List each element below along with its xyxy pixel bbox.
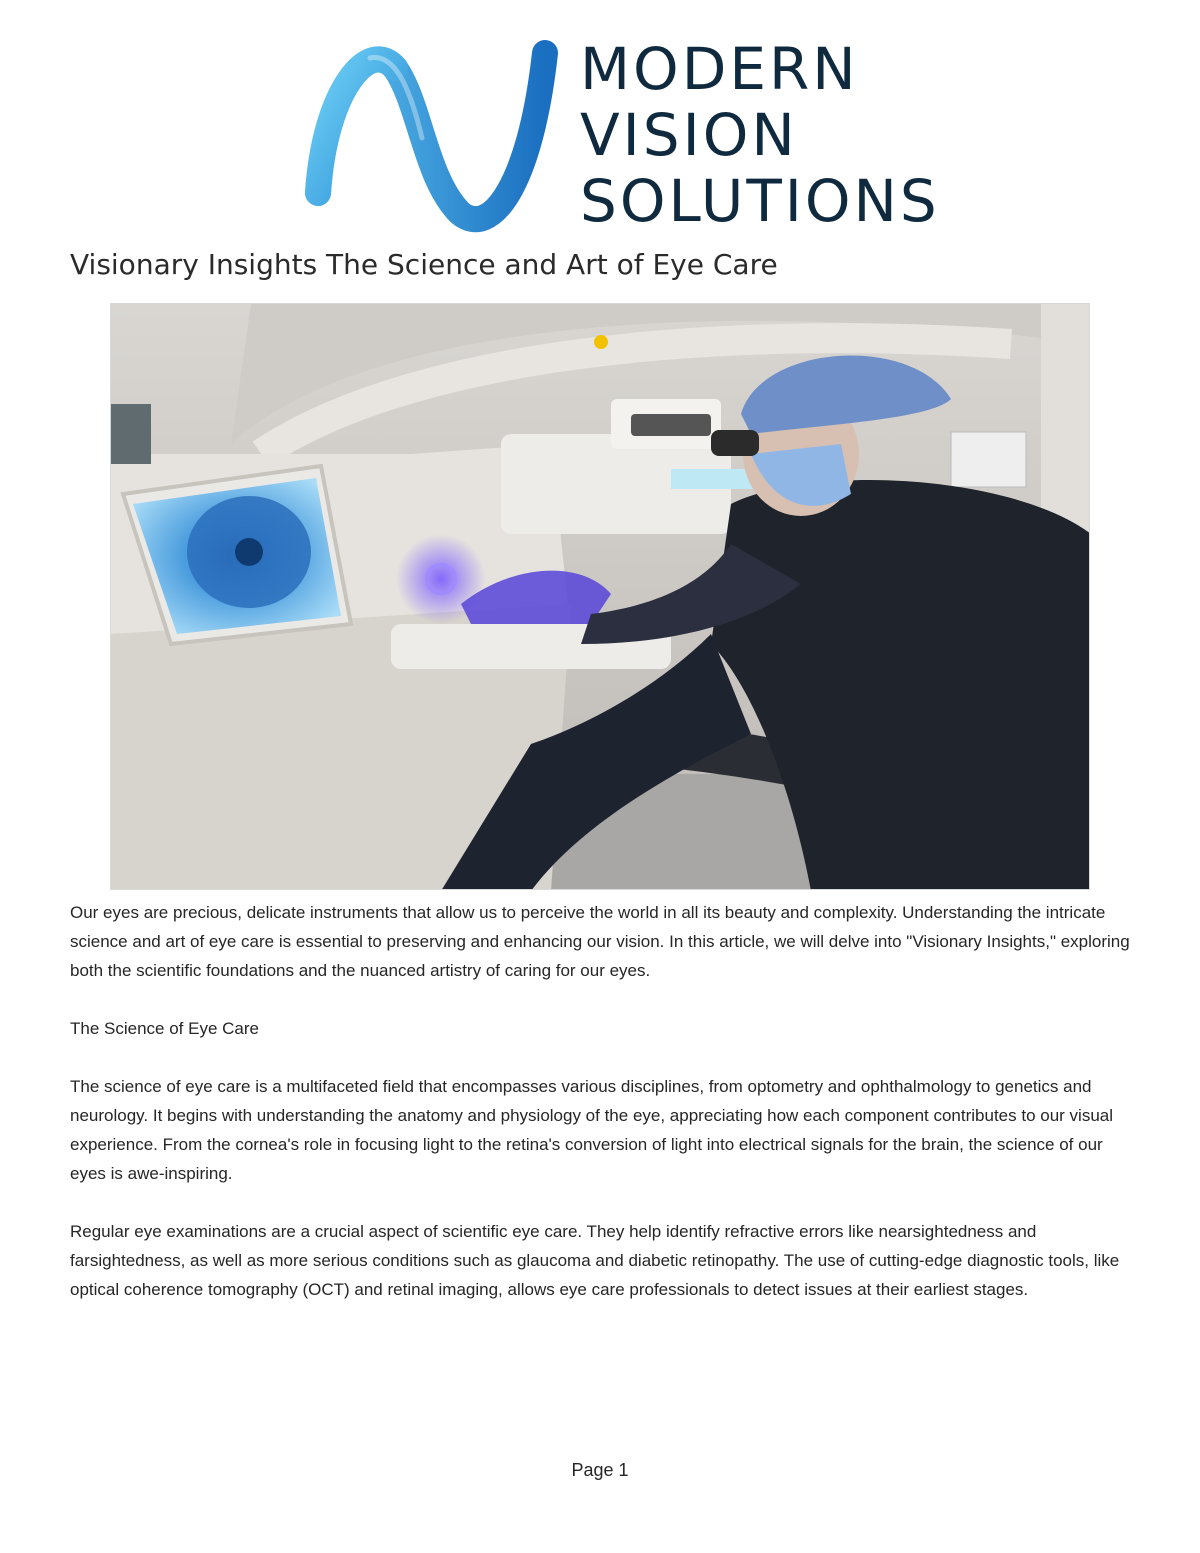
section-heading-science: The Science of Eye Care [70, 1019, 259, 1038]
logo-line-vision: VISION [580, 101, 798, 169]
page-number: Page 1 [571, 1460, 629, 1480]
logo-wave-icon [300, 28, 570, 240]
examinations-paragraph: Regular eye examinations are a crucial aspect of scientific eye care. They help identify refractive errors like nearsightedness and farsightedness, as well as more serious conditions such as glaucoma and diabetic retinopathy. The use of cutting-edge diagnostic tools, like optical coherence tomography (OCT) and retinal imaging, allows eye care professionals to detect issues at their earliest stages. [70, 1222, 1120, 1299]
science-paragraph: The science of eye care is a multifaceted field that encompasses various disciplines, from optometry and ophthalmology to genetics and neurology. It begins with understanding the anatomy and physiology of the eye, appreciating how each component contributes to our visual experience. From the cornea's role in focusing light to the retina's conversion of light into electrical signals for the brain, the science of our eyes is awe-inspiring. [70, 1077, 1114, 1183]
company-logo [300, 28, 940, 240]
logo-line-modern: MODERN [580, 35, 859, 103]
photo-laser-eye-surgery-icon [111, 304, 1090, 890]
article-body [70, 898, 1130, 1333]
page-title: Visionary Insights The Science and Art of Eye Care [70, 248, 778, 281]
logo-wordmark [580, 36, 940, 234]
logo-line-solutions: SOLUTIONS [580, 167, 940, 235]
surgery-photo [110, 303, 1090, 890]
intro-paragraph: Our eyes are precious, delicate instruments that allow us to perceive the world in all its beauty and complexity. Understanding the intricate science and art of eye care is essential to preserving and enhancing our vision. In this article, we will delve into "Visionary Insights," exploring both the scientific foundations and the nuanced artistry of caring for our eyes. [70, 903, 1130, 980]
